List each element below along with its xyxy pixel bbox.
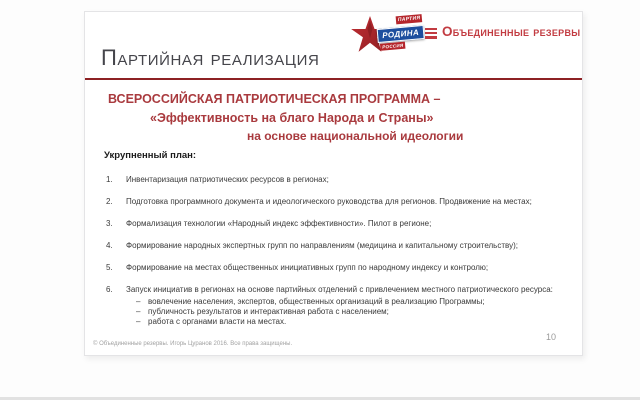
copyright-text: © Объединенные резервы. Игорь Цуранов 2016. Все права защищены. (93, 341, 293, 347)
plan-item-3 (106, 219, 568, 229)
program-heading-line3: на основе национальной идеологии (247, 129, 464, 143)
plan-item-text: Формализация технологии «Народный индекс эффективности». Пилот в регионе; (126, 219, 432, 228)
plan-item-text: Формирование народных экспертных групп по направлениям (медицина и капитальному строительству); (126, 241, 518, 250)
plan-item-number: 5. (106, 263, 113, 272)
party-name-badge: РОДИНА (377, 24, 425, 42)
plan-list (106, 175, 568, 340)
sub-item-text: вовлечение населения, экспертов, общественных организаций в реализацию Программы; (148, 297, 485, 306)
sub-item-text: работа с органами власти на местах. (148, 317, 287, 326)
party-label: ПАРТИЯ (396, 14, 423, 24)
plan-item-text: Инвентаризация патриотических ресурсов в регионах; (126, 175, 329, 184)
page-number: 10 (545, 332, 556, 342)
plan-item-text (126, 285, 568, 327)
plan-item-number: 6. (106, 285, 113, 294)
sub-item-2 (136, 307, 568, 317)
plan-item-4 (106, 241, 568, 251)
plan-item-6-text: Запуск инициатив в регионах на основе партийных отделений с привлечением местного патриотического ресурса: (126, 285, 553, 294)
country-label: РОССИЯ (380, 42, 406, 51)
sub-item-text: публичность результатов и интерактивная работа с населением; (148, 307, 389, 316)
rodina-badge (376, 15, 424, 50)
org-name: Объединенные резервы (442, 24, 581, 39)
plan-item-number: 4. (106, 241, 113, 250)
plan-item-text: Подготовка программного документа и идеологического руководства для регионов. Продвижение на местах; (126, 197, 532, 206)
title-rule-divider (85, 78, 582, 80)
dash-bullet: – (136, 317, 141, 326)
sub-item-list (126, 297, 568, 327)
dash-bullet: – (136, 307, 141, 316)
plan-item-5 (106, 263, 568, 273)
slide-card (84, 11, 583, 356)
plan-item-number: 1. (106, 175, 113, 184)
dash-bullet: – (136, 297, 141, 306)
slide-title: Партийная реализация (101, 45, 320, 70)
plan-item-number: 3. (106, 219, 113, 228)
plan-label: Укрупненный план: (104, 150, 197, 161)
sub-item-3 (136, 317, 568, 327)
plan-item-text: Формирование на местах общественных инициативных групп по народному индексу и контролю; (126, 263, 489, 272)
plan-item-number: 2. (106, 197, 113, 206)
sub-item-1 (136, 297, 568, 307)
plan-item-2 (106, 197, 568, 207)
program-heading-line1: ВСЕРОССИЙСКАЯ ПАТРИОТИЧЕСКАЯ ПРОГРАММА – (108, 92, 441, 106)
menu-bars-icon (425, 28, 437, 41)
program-heading-line2: «Эффективность на благо Народа и Страны» (150, 111, 434, 125)
plan-item-1 (106, 175, 568, 185)
brand-logo-cluster (347, 12, 581, 62)
plan-item-6 (106, 285, 568, 327)
